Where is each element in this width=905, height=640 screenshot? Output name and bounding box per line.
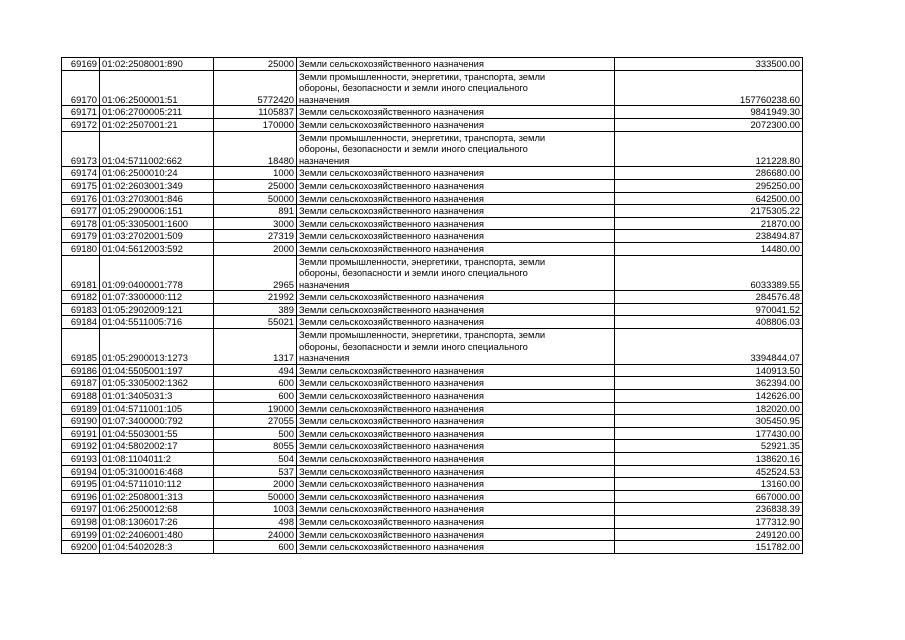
cadastral-value-cell: 142626.00 <box>615 390 803 403</box>
land-category-cell: Земли сельскохозяйственного назначения <box>297 167 615 180</box>
table-row <box>62 58 803 71</box>
table-row <box>62 106 803 119</box>
area-cell: 21992 <box>214 291 297 304</box>
cadastral-value-table <box>61 57 803 554</box>
table-row <box>62 453 803 466</box>
cadastral-value-cell: 13160.00 <box>615 478 803 491</box>
cadastral-number-cell: 01:04:5503001:55 <box>100 427 214 440</box>
area-cell: 537 <box>214 465 297 478</box>
table-row <box>62 329 803 365</box>
area-cell: 50000 <box>214 490 297 503</box>
land-category-cell: Земли сельскохозяйственного назначения <box>297 179 615 192</box>
table-row <box>62 316 803 329</box>
land-category-cell: Земли сельскохозяйственного назначения <box>297 453 615 466</box>
area-cell: 24000 <box>214 528 297 541</box>
area-cell: 3000 <box>214 217 297 230</box>
row-number-cell: 69192 <box>62 440 100 453</box>
row-number-cell: 69170 <box>62 70 100 106</box>
cadastral-number-cell: 01:05:2900013:1273 <box>100 329 214 365</box>
area-cell: 27055 <box>214 415 297 428</box>
row-number-cell: 69176 <box>62 192 100 205</box>
area-cell: 1105837 <box>214 106 297 119</box>
land-category-line: назначения <box>299 352 350 364</box>
cadastral-value-cell: 2072300.00 <box>615 118 803 131</box>
land-category-cell: Земли сельскохозяйственного назначения <box>297 230 615 243</box>
land-category-cell: Земли сельскохозяйственного назначения <box>297 58 615 71</box>
cadastral-number-cell: 01:05:3305002:1362 <box>100 377 214 390</box>
land-category-line: обороны, безопасности и земли иного специального <box>299 340 528 352</box>
table-row <box>62 515 803 528</box>
land-category-line: Земли промышленности, энергетики, транспорта, земли <box>299 131 546 143</box>
cadastral-value-cell: 151782.00 <box>615 541 803 554</box>
row-number-cell: 69184 <box>62 316 100 329</box>
area-cell: 8055 <box>214 440 297 453</box>
cadastral-value-cell: 52921.35 <box>615 440 803 453</box>
row-number-cell: 69172 <box>62 118 100 131</box>
cadastral-number-cell: 01:04:5802002:17 <box>100 440 214 453</box>
cadastral-value-cell: 286680.00 <box>615 167 803 180</box>
land-category-cell: Земли сельскохозяйственного назначения <box>297 515 615 528</box>
table-row <box>62 230 803 243</box>
land-category-cell: Земли сельскохозяйственного назначения <box>297 415 615 428</box>
land-category-cell: Земли сельскохозяйственного назначения <box>297 490 615 503</box>
land-category-cell: Земли сельскохозяйственного назначения <box>297 303 615 316</box>
row-number-cell: 69174 <box>62 167 100 180</box>
row-number-cell: 69183 <box>62 303 100 316</box>
table-row <box>62 528 803 541</box>
land-category-cell <box>297 255 615 291</box>
cadastral-number-cell: 01:02:2406001:480 <box>100 528 214 541</box>
cadastral-number-cell: 01:08:1306017:26 <box>100 515 214 528</box>
row-number-cell: 69199 <box>62 528 100 541</box>
cadastral-value-cell: 6033389.55 <box>615 255 803 291</box>
row-number-cell: 69198 <box>62 515 100 528</box>
table-row <box>62 364 803 377</box>
cadastral-number-cell: 01:05:3305001:1600 <box>100 217 214 230</box>
table-row <box>62 427 803 440</box>
table-row <box>62 205 803 218</box>
land-category-line: обороны, безопасности и земли иного специального <box>299 82 528 94</box>
row-number-cell: 69193 <box>62 453 100 466</box>
area-cell: 891 <box>214 205 297 218</box>
area-cell: 600 <box>214 377 297 390</box>
cadastral-number-cell: 01:06:2700005:211 <box>100 106 214 119</box>
land-category-cell: Земли сельскохозяйственного назначения <box>297 402 615 415</box>
table-row <box>62 118 803 131</box>
land-category-cell: Земли сельскохозяйственного назначения <box>297 316 615 329</box>
cadastral-number-cell: 01:09:0400001:778 <box>100 255 214 291</box>
cadastral-value-cell: 238494.87 <box>615 230 803 243</box>
row-number-cell: 69177 <box>62 205 100 218</box>
area-cell: 2000 <box>214 242 297 255</box>
row-number-cell: 69185 <box>62 329 100 365</box>
area-cell: 500 <box>214 427 297 440</box>
table-row <box>62 465 803 478</box>
cadastral-number-cell: 01:03:2703001:846 <box>100 192 214 205</box>
row-number-cell: 69173 <box>62 131 100 167</box>
cadastral-value-cell: 140913.50 <box>615 364 803 377</box>
row-number-cell: 69181 <box>62 255 100 291</box>
cadastral-number-cell: 01:06:2500012:68 <box>100 503 214 516</box>
land-category-cell: Земли сельскохозяйственного назначения <box>297 541 615 554</box>
cadastral-number-cell: 01:02:2603001:349 <box>100 179 214 192</box>
cadastral-number-cell: 01:02:2507001:21 <box>100 118 214 131</box>
land-category-cell: Земли сельскохозяйственного назначения <box>297 364 615 377</box>
cadastral-number-cell: 01:04:5711002:662 <box>100 131 214 167</box>
area-cell: 494 <box>214 364 297 377</box>
row-number-cell: 69175 <box>62 179 100 192</box>
land-category-cell: Земли сельскохозяйственного назначения <box>297 377 615 390</box>
cadastral-value-cell: 362394.00 <box>615 377 803 390</box>
area-cell: 1000 <box>214 167 297 180</box>
area-cell: 25000 <box>214 58 297 71</box>
table-row <box>62 478 803 491</box>
area-cell: 504 <box>214 453 297 466</box>
cadastral-value-cell: 14480.00 <box>615 242 803 255</box>
land-category-line: Земли промышленности, энергетики, транспорта, земли <box>299 70 546 82</box>
row-number-cell: 69196 <box>62 490 100 503</box>
cadastral-value-cell: 9841949.30 <box>615 106 803 119</box>
area-cell: 27319 <box>214 230 297 243</box>
area-cell: 5772420 <box>214 70 297 106</box>
cadastral-value-cell: 138620.16 <box>615 453 803 466</box>
cadastral-number-cell: 01:02:2508001:890 <box>100 58 214 71</box>
area-cell: 600 <box>214 541 297 554</box>
area-cell: 50000 <box>214 192 297 205</box>
table-row <box>62 131 803 167</box>
row-number-cell: 69179 <box>62 230 100 243</box>
table-row <box>62 490 803 503</box>
cadastral-value-cell: 452524.53 <box>615 465 803 478</box>
cadastral-value-cell: 642500.00 <box>615 192 803 205</box>
cadastral-value-cell: 249120.00 <box>615 528 803 541</box>
table-row <box>62 291 803 304</box>
land-category-line: обороны, безопасности и земли иного специального <box>299 267 528 279</box>
row-number-cell: 69188 <box>62 390 100 403</box>
cadastral-value-cell: 21870.00 <box>615 217 803 230</box>
row-number-cell: 69195 <box>62 478 100 491</box>
row-number-cell: 69191 <box>62 427 100 440</box>
table-row <box>62 303 803 316</box>
cadastral-number-cell: 01:01:3405031:3 <box>100 390 214 403</box>
area-cell: 2000 <box>214 478 297 491</box>
row-number-cell: 69189 <box>62 402 100 415</box>
land-category-cell <box>297 131 615 167</box>
area-cell: 18480 <box>214 131 297 167</box>
land-category-line: обороны, безопасности и земли иного специального <box>299 143 528 155</box>
area-cell: 389 <box>214 303 297 316</box>
land-category-line: назначения <box>299 154 350 166</box>
cadastral-number-cell: 01:04:5402028:3 <box>100 541 214 554</box>
row-number-cell: 69197 <box>62 503 100 516</box>
cadastral-value-cell: 970041.52 <box>615 303 803 316</box>
table-row <box>62 217 803 230</box>
table-row <box>62 541 803 554</box>
land-category-line: назначения <box>299 278 350 290</box>
cadastral-value-cell: 177430.00 <box>615 427 803 440</box>
area-cell: 1003 <box>214 503 297 516</box>
table-row <box>62 377 803 390</box>
cadastral-value-cell: 157760238.60 <box>615 70 803 106</box>
land-category-cell: Земли сельскохозяйственного назначения <box>297 192 615 205</box>
cadastral-number-cell: 01:04:5711001:105 <box>100 402 214 415</box>
land-category-cell: Земли сельскохозяйственного назначения <box>297 478 615 491</box>
table-row <box>62 242 803 255</box>
cadastral-number-cell: 01:08:1104011:2 <box>100 453 214 466</box>
table-row <box>62 255 803 291</box>
cadastral-number-cell: 01:04:5505001:197 <box>100 364 214 377</box>
land-category-cell: Земли сельскохозяйственного назначения <box>297 291 615 304</box>
table-row <box>62 402 803 415</box>
area-cell: 55021 <box>214 316 297 329</box>
area-cell: 2965 <box>214 255 297 291</box>
land-category-line: Земли промышленности, энергетики, транспорта, земли <box>299 255 546 267</box>
cadastral-value-cell: 408806.03 <box>615 316 803 329</box>
cadastral-value-cell: 295250.00 <box>615 179 803 192</box>
table-row <box>62 415 803 428</box>
table-body <box>62 58 803 554</box>
area-cell: 498 <box>214 515 297 528</box>
cadastral-number-cell: 01:05:3100016:468 <box>100 465 214 478</box>
land-category-cell: Земли сельскохозяйственного назначения <box>297 503 615 516</box>
land-category-cell <box>297 329 615 365</box>
land-category-cell <box>297 70 615 106</box>
table-row <box>62 167 803 180</box>
land-category-line: Земли промышленности, энергетики, транспорта, земли <box>299 329 546 341</box>
area-cell: 1317 <box>214 329 297 365</box>
cadastral-number-cell: 01:04:5711010:112 <box>100 478 214 491</box>
cadastral-number-cell: 01:04:5511005:716 <box>100 316 214 329</box>
cadastral-number-cell: 01:06:2500001:51 <box>100 70 214 106</box>
land-category-cell: Земли сельскохозяйственного назначения <box>297 118 615 131</box>
land-category-cell: Земли сельскохозяйственного назначения <box>297 390 615 403</box>
cadastral-value-cell: 667000.00 <box>615 490 803 503</box>
row-number-cell: 69169 <box>62 58 100 71</box>
cadastral-value-cell: 236838.39 <box>615 503 803 516</box>
land-category-cell: Земли сельскохозяйственного назначения <box>297 242 615 255</box>
cadastral-value-cell: 182020.00 <box>615 402 803 415</box>
cadastral-number-cell: 01:04:5612003:592 <box>100 242 214 255</box>
row-number-cell: 69194 <box>62 465 100 478</box>
land-category-line: назначения <box>299 93 350 105</box>
cadastral-value-cell: 305450.95 <box>615 415 803 428</box>
area-cell: 600 <box>214 390 297 403</box>
cadastral-value-cell: 121228.80 <box>615 131 803 167</box>
land-category-cell: Земли сельскохозяйственного назначения <box>297 528 615 541</box>
row-number-cell: 69180 <box>62 242 100 255</box>
land-category-cell: Земли сельскохозяйственного назначения <box>297 440 615 453</box>
cadastral-value-cell: 177312.90 <box>615 515 803 528</box>
cadastral-number-cell: 01:05:2900006:151 <box>100 205 214 218</box>
row-number-cell: 69171 <box>62 106 100 119</box>
cadastral-value-cell: 3394844.07 <box>615 329 803 365</box>
cadastral-number-cell: 01:07:3300000:112 <box>100 291 214 304</box>
row-number-cell: 69190 <box>62 415 100 428</box>
row-number-cell: 69186 <box>62 364 100 377</box>
land-category-cell: Земли сельскохозяйственного назначения <box>297 217 615 230</box>
land-category-cell: Земли сельскохозяйственного назначения <box>297 465 615 478</box>
cadastral-number-cell: 01:02:2508001:313 <box>100 490 214 503</box>
table-row <box>62 70 803 106</box>
land-category-cell: Земли сельскохозяйственного назначения <box>297 205 615 218</box>
area-cell: 170000 <box>214 118 297 131</box>
cadastral-value-cell: 333500.00 <box>615 58 803 71</box>
row-number-cell: 69178 <box>62 217 100 230</box>
cadastral-number-cell: 01:06:2500010:24 <box>100 167 214 180</box>
cadastral-number-cell: 01:05:2902009:121 <box>100 303 214 316</box>
row-number-cell: 69182 <box>62 291 100 304</box>
table-row <box>62 192 803 205</box>
table-row <box>62 179 803 192</box>
table-row <box>62 440 803 453</box>
cadastral-number-cell: 01:03:2702001:509 <box>100 230 214 243</box>
cadastral-value-cell: 2175305.22 <box>615 205 803 218</box>
table-row <box>62 390 803 403</box>
area-cell: 19000 <box>214 402 297 415</box>
table-row <box>62 503 803 516</box>
land-category-cell: Земли сельскохозяйственного назначения <box>297 427 615 440</box>
row-number-cell: 69200 <box>62 541 100 554</box>
area-cell: 25000 <box>214 179 297 192</box>
cadastral-number-cell: 01:07:3400000:792 <box>100 415 214 428</box>
land-category-cell: Земли сельскохозяйственного назначения <box>297 106 615 119</box>
row-number-cell: 69187 <box>62 377 100 390</box>
cadastral-value-cell: 284576.48 <box>615 291 803 304</box>
